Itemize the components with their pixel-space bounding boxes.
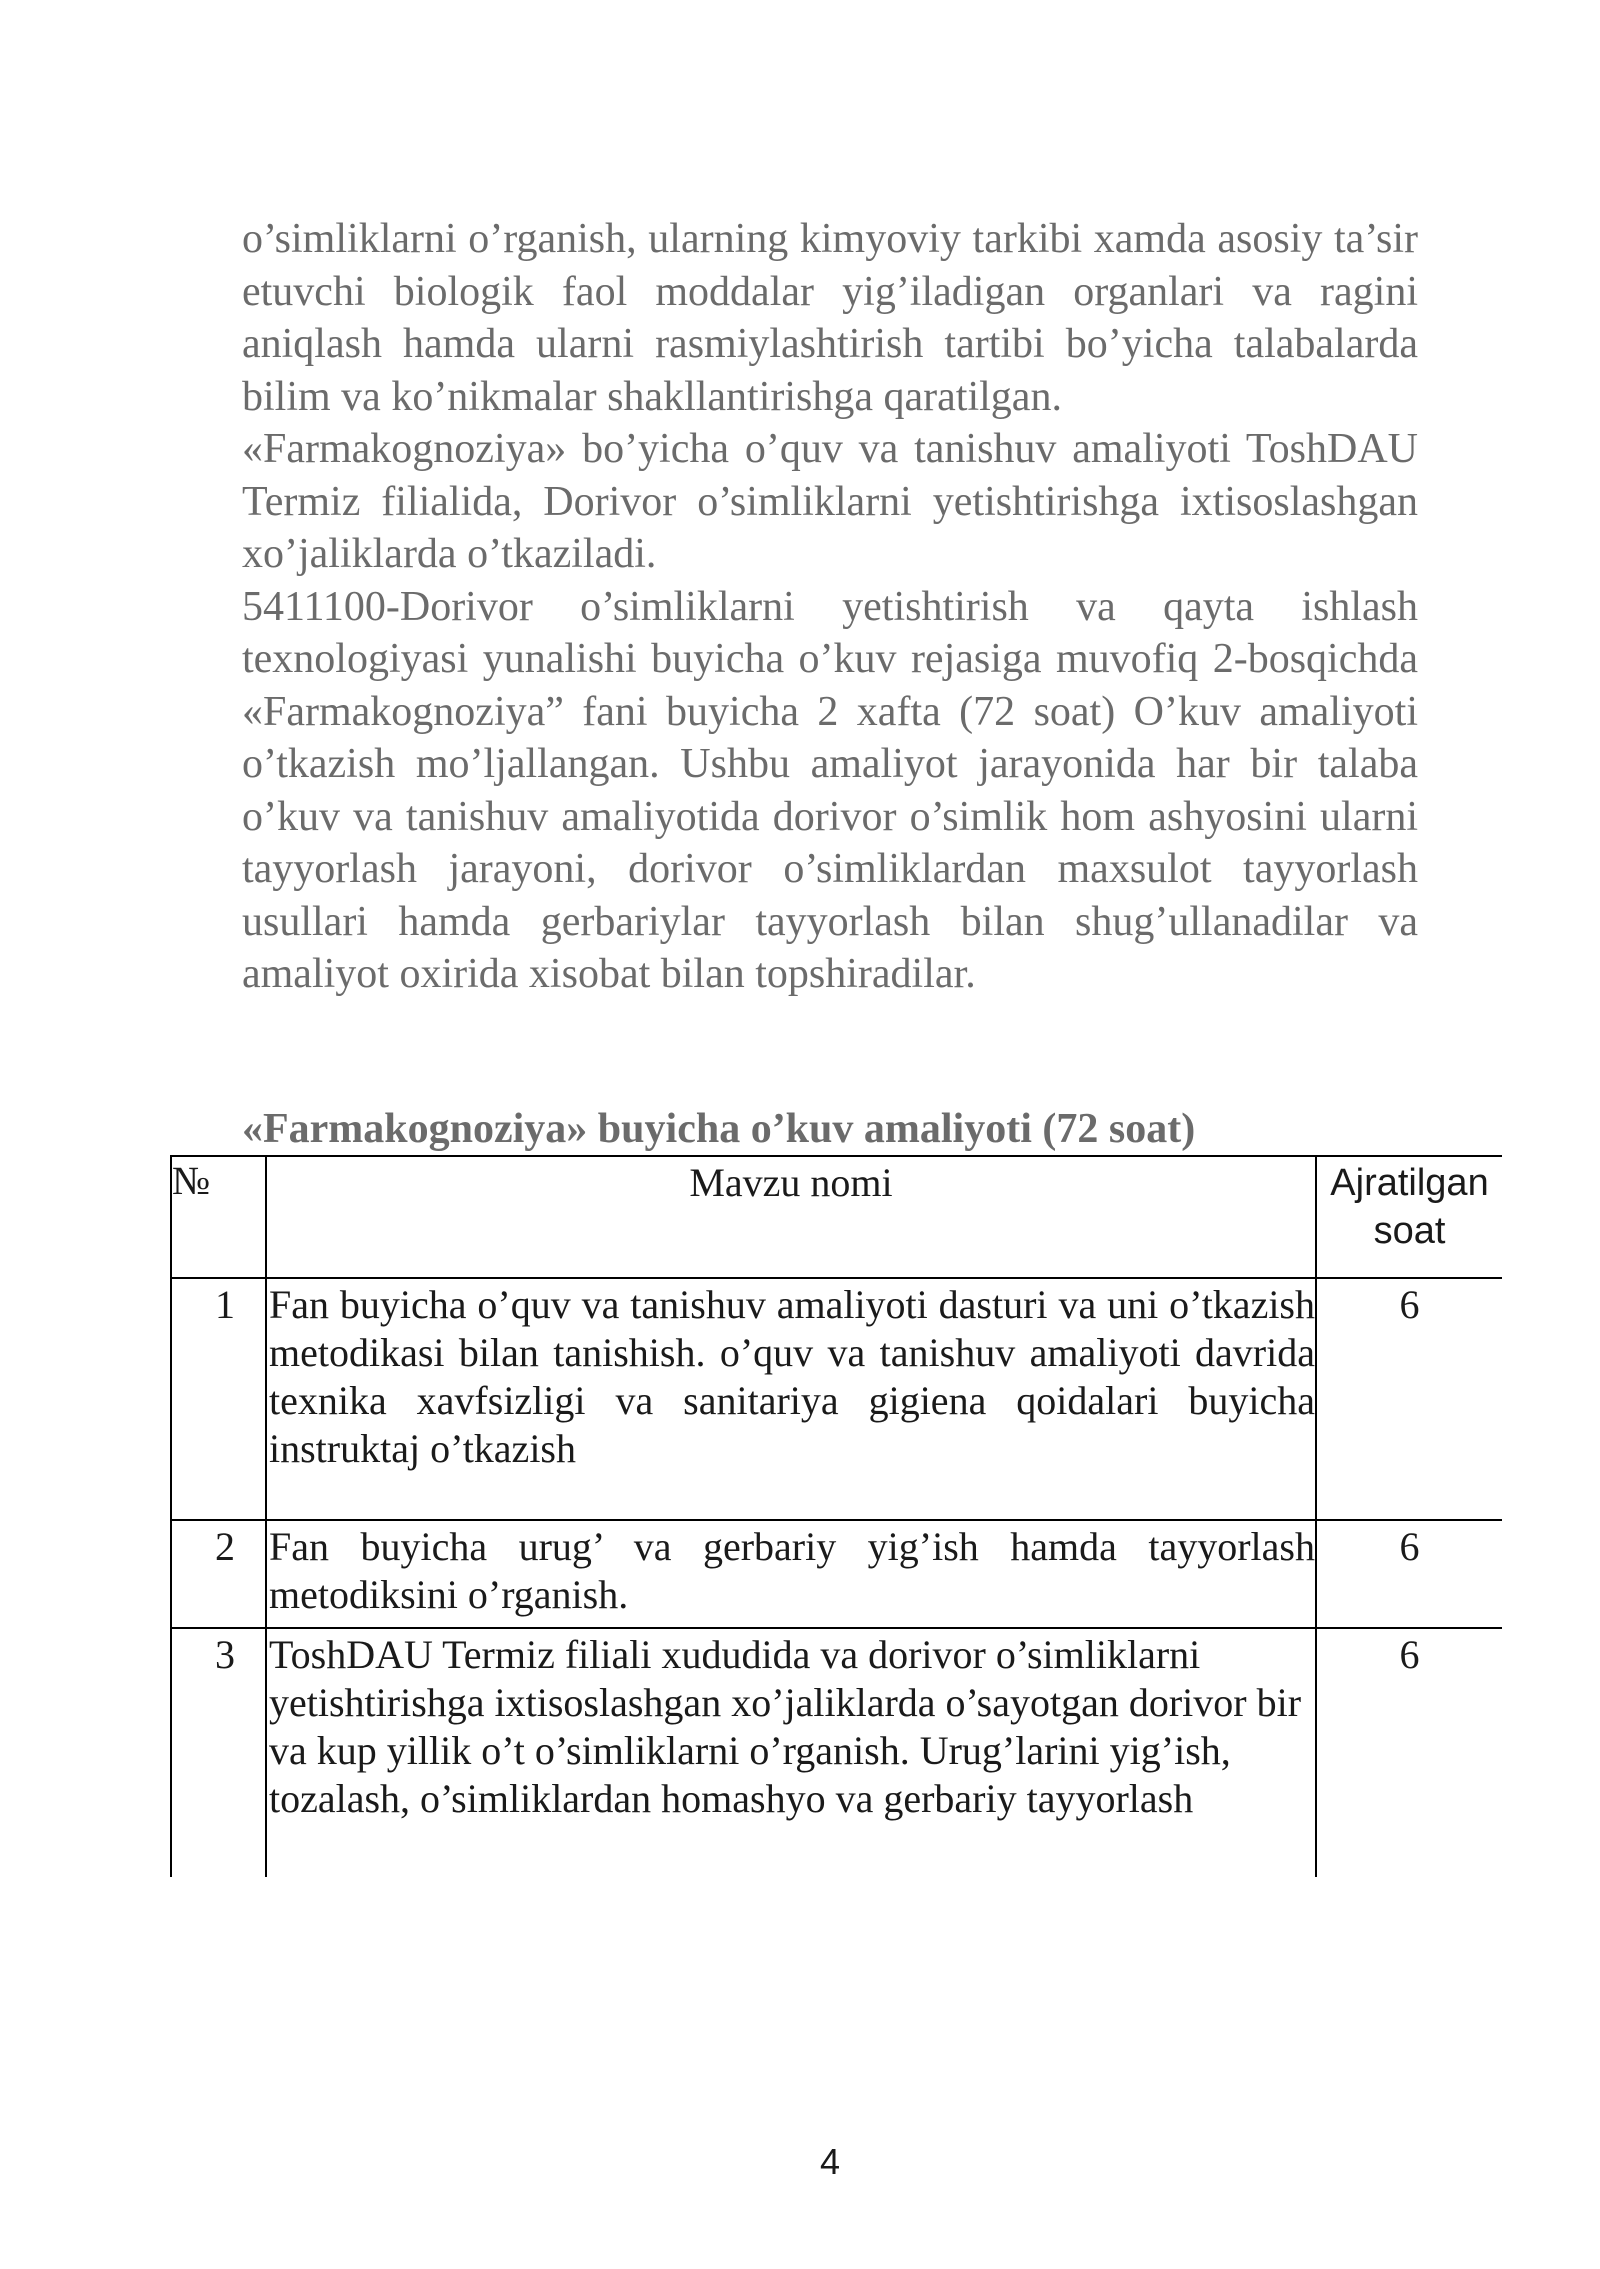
plan-table (170, 1157, 1502, 1877)
paragraph-practice-location: «Farmakognoziya» bo’yicha o’quv va tanishuv amaliyoti ToshDAU Termiz filialida, Dorivor o’simliklarni yetishtirishga ixtisoslashgan xo’jaliklarda o’tkaziladi. (242, 426, 1418, 577)
row-topic: Fan buyicha o’quv va tanishuv amaliyoti dasturi va uni o’tkazish metodikasi bilan tanishish. o’quv va tanishuv amaliyoti davrida texnika xavfsizligi va sanitariya gigiena qoidalari buyicha instruktaj o’tkazish (266, 1278, 1316, 1520)
table-row (171, 1520, 1502, 1628)
body-text (242, 213, 1418, 1001)
row-number: 1 (171, 1278, 266, 1520)
paragraph-intro: o’simliklarni o’rganish, ularning kimyoviy tarkibi xamda asosiy ta’sir etuvchi biologik faol moddalar yig’iladigan organlari va ragini aniqlash hamda ularni rasmiylashtirish tartibi bo’yicha talabalarda bilim va ko’nikmalar shakllantirishga qaratilgan. (242, 216, 1418, 420)
header-hours: Ajratilgan soat (1316, 1157, 1502, 1278)
paragraph-curriculum: 5411100-Dorivor o’simliklarni yetishtirish va qayta ishlash texnologiyasi yunalishi buyicha o’kuv rejasiga muvofiq 2-bosqichda «Farmakognoziya” fani buyicha 2 xafta (72 soat) O’kuv amaliyoti o’tkazish mo’ljallangan. Ushbu amaliyot jarayonida har bir talaba o’kuv va tanishuv amaliyotida dorivor o’simlik hom ashyosini ularni tayyorlash jarayoni, dorivor o’simliklardan maxsulot tayyorlash usullari hamda gerbariylar tayyorlash bilan shug’ullanadilar va amaliyot oxirida xisobat bilan topshiradilar. (242, 583, 1418, 997)
row-hours: 6 (1316, 1520, 1502, 1628)
row-number: 2 (171, 1520, 266, 1628)
table-header-row (171, 1157, 1502, 1278)
row-hours: 6 (1316, 1278, 1502, 1520)
table-title: «Farmakognoziya» buyicha o’kuv amaliyoti (72 soat) (242, 1106, 1196, 1152)
table-row (171, 1628, 1502, 1877)
row-hours: 6 (1316, 1628, 1502, 1877)
row-topic: Fan buyicha urug’ va gerbariy yig’ish hamda tayyorlash metodiksini o’rganish. (266, 1520, 1316, 1628)
table-row (171, 1278, 1502, 1520)
row-topic: ToshDAU Termiz filiali xududida va dorivor o’simliklarni yetishtirishga ixtisoslashgan xo’jaliklarda o’sayotgan dorivor bir va kup yillik o’t o’simliklarni o’rganish. Urug’larini yig’ish, tozalash, o’simliklardan homashyo va gerbariy tayyorlash (266, 1628, 1316, 1877)
header-topic: Mavzu nomi (266, 1157, 1316, 1278)
row-number: 3 (171, 1628, 266, 1877)
plan-table-container (170, 1155, 1502, 1877)
header-number: № (171, 1157, 266, 1278)
page-number: 4 (819, 2141, 841, 2182)
